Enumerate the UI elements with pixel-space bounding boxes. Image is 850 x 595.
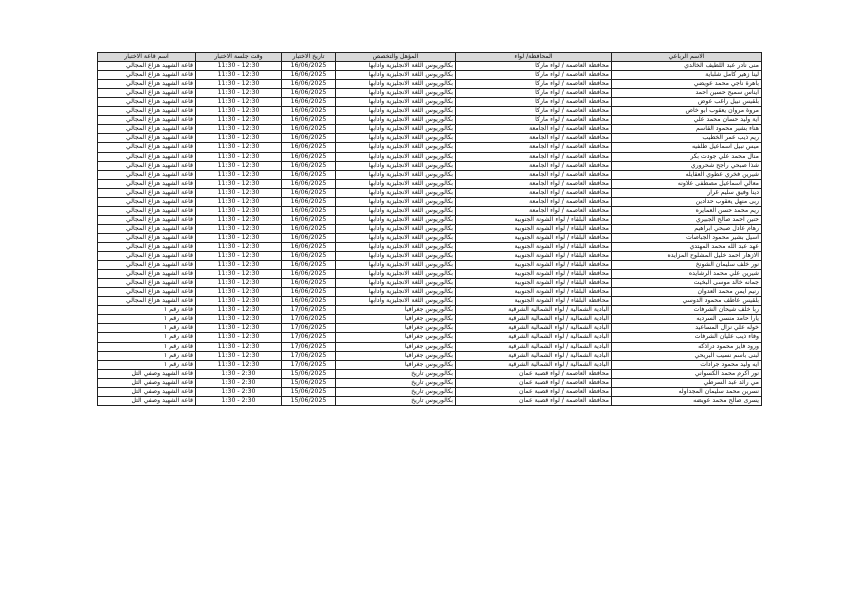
cell-qualification: بكالوريوس اللغة الانجليزية وآدابها xyxy=(336,107,456,116)
cell-exam-hall: قاعة الشهيد وصفي التل xyxy=(98,387,196,396)
cell-qualification: بكالوريوس اللغة الانجليزية وآدابها xyxy=(336,224,456,233)
cell-exam-hall: قاعة الشهيد هزاع المجالي xyxy=(98,288,196,297)
cell-exam-date: 17/06/2025 xyxy=(282,342,336,351)
cell-qualification: بكالوريوس اللغة الانجليزية وآدابها xyxy=(336,170,456,179)
cell-full-name: ربا خلف شيحان الشرفات xyxy=(612,306,762,315)
cell-exam-hall: قاعة الشهيد وصفي التل xyxy=(98,369,196,378)
cell-full-name: وفاء ذيب عليان الشرفات xyxy=(612,333,762,342)
table-row xyxy=(98,396,762,405)
table-row xyxy=(98,107,762,116)
cell-qualification: بكالوريوس تاريخ xyxy=(336,396,456,405)
cell-qualification: بكالوريوس اللغة الانجليزية وآدابها xyxy=(336,134,456,143)
cell-exam-time: 12:30 - 11:30 xyxy=(196,270,282,279)
cell-exam-time: 12:30 - 11:30 xyxy=(196,125,282,134)
cell-exam-hall: قاعة الشهيد وصفي التل xyxy=(98,396,196,405)
cell-exam-date: 16/06/2025 xyxy=(282,206,336,215)
cell-full-name: لينا زهير كامل شلباية xyxy=(612,71,762,80)
cell-exam-date: 17/06/2025 xyxy=(282,315,336,324)
cell-exam-time: 12:30 - 11:30 xyxy=(196,62,282,71)
cell-qualification: بكالوريوس جغرافيا xyxy=(336,360,456,369)
cell-qualification: بكالوريوس اللغة الانجليزية وآدابها xyxy=(336,188,456,197)
cell-governorate: محافظة العاصمة / لواء الجامعة xyxy=(456,197,612,206)
cell-full-name: دينا وفيق سليم غرار xyxy=(612,188,762,197)
cell-exam-date: 16/06/2025 xyxy=(282,125,336,134)
cell-exam-hall: قاعة الشهيد هزاع المجالي xyxy=(98,89,196,98)
table-row xyxy=(98,233,762,242)
cell-exam-hall: قاعة الشهيد وصفي التل xyxy=(98,378,196,387)
cell-full-name: رنيم ايمن محمد العدوان xyxy=(612,288,762,297)
cell-governorate: محافظة العاصمة / لواء قصبة عمان xyxy=(456,378,612,387)
cell-exam-hall: قاعة الشهيد هزاع المجالي xyxy=(98,179,196,188)
cell-governorate: محافظة العاصمة / لواء ماركا xyxy=(456,107,612,116)
cell-exam-date: 16/06/2025 xyxy=(282,152,336,161)
table-row xyxy=(98,116,762,125)
cell-exam-hall: قاعة الشهيد هزاع المجالي xyxy=(98,134,196,143)
cell-qualification: بكالوريوس اللغة الانجليزية وآدابها xyxy=(336,252,456,261)
cell-full-name: ايه وليد محمود جرادات xyxy=(612,360,762,369)
cell-exam-time: 12:30 - 11:30 xyxy=(196,170,282,179)
table-row xyxy=(98,125,762,134)
cell-governorate: البادية الشمالية / لواء الشمالية الشرقية xyxy=(456,342,612,351)
cell-qualification: بكالوريوس اللغة الانجليزية وآدابها xyxy=(336,242,456,251)
table-row xyxy=(98,252,762,261)
table-row xyxy=(98,224,762,233)
cell-full-name: بلقيس عاطف محمود الدوسي xyxy=(612,297,762,306)
cell-qualification: بكالوريوس اللغة الانجليزية وآدابها xyxy=(336,62,456,71)
cell-exam-date: 16/06/2025 xyxy=(282,89,336,98)
cell-qualification: بكالوريوس اللغة الانجليزية وآدابها xyxy=(336,89,456,98)
cell-governorate: البادية الشمالية / لواء الشمالية الشرقية xyxy=(456,306,612,315)
cell-exam-hall: قاعة رقم ١ xyxy=(98,351,196,360)
cell-qualification: بكالوريوس جغرافيا xyxy=(336,333,456,342)
cell-governorate: محافظة البلقاء / لواء الشونة الجنوبية xyxy=(456,270,612,279)
cell-exam-date: 16/06/2025 xyxy=(282,179,336,188)
table-row xyxy=(98,170,762,179)
cell-exam-time: 12:30 - 11:30 xyxy=(196,351,282,360)
header-exam-hall: اسم قاعة الاختبار xyxy=(98,53,196,62)
cell-exam-time: 12:30 - 11:30 xyxy=(196,233,282,242)
cell-exam-date: 16/06/2025 xyxy=(282,279,336,288)
cell-exam-date: 16/06/2025 xyxy=(282,252,336,261)
table-row xyxy=(98,161,762,170)
cell-governorate: البادية الشمالية / لواء الشمالية الشرقية xyxy=(456,333,612,342)
header-governorate: المحافظة/ لواء xyxy=(456,53,612,62)
cell-qualification: بكالوريوس اللغة الانجليزية وآدابها xyxy=(336,80,456,89)
cell-exam-date: 16/06/2025 xyxy=(282,215,336,224)
cell-exam-hall: قاعة رقم ١ xyxy=(98,324,196,333)
cell-exam-date: 15/06/2025 xyxy=(282,369,336,378)
cell-governorate: البادية الشمالية / لواء الشمالية الشرقية xyxy=(456,324,612,333)
cell-governorate: البادية الشمالية / لواء الشمالية الشرقية xyxy=(456,351,612,360)
cell-full-name: نسرين محمد سليمان المجداوله xyxy=(612,387,762,396)
cell-full-name: ربى منهل يعقوب حدادين xyxy=(612,197,762,206)
cell-full-name: منى نادر عبد اللطيف الخالدي xyxy=(612,62,762,71)
cell-qualification: بكالوريوس اللغة الانجليزية وآدابها xyxy=(336,233,456,242)
cell-exam-time: 12:30 - 11:30 xyxy=(196,297,282,306)
cell-governorate: البادية الشمالية / لواء الشمالية الشرقية xyxy=(456,315,612,324)
cell-exam-time: 12:30 - 11:30 xyxy=(196,288,282,297)
cell-exam-hall: قاعة الشهيد هزاع المجالي xyxy=(98,80,196,89)
cell-governorate: محافظة العاصمة / لواء ماركا xyxy=(456,80,612,89)
cell-governorate: محافظة العاصمة / لواء الجامعة xyxy=(456,170,612,179)
cell-governorate: محافظة العاصمة / لواء الجامعة xyxy=(456,152,612,161)
cell-exam-date: 16/06/2025 xyxy=(282,170,336,179)
cell-exam-date: 16/06/2025 xyxy=(282,242,336,251)
cell-qualification: بكالوريوس اللغة الانجليزية وآدابها xyxy=(336,261,456,270)
cell-qualification: بكالوريوس اللغة الانجليزية وآدابها xyxy=(336,98,456,107)
table-row xyxy=(98,143,762,152)
cell-qualification: بكالوريوس اللغة الانجليزية وآدابها xyxy=(336,125,456,134)
cell-full-name: خوله علي نزال المساعيد xyxy=(612,324,762,333)
cell-exam-hall: قاعة الشهيد هزاع المجالي xyxy=(98,261,196,270)
cell-governorate: محافظة البلقاء / لواء الشونة الجنوبية xyxy=(456,297,612,306)
cell-qualification: بكالوريوس جغرافيا xyxy=(336,306,456,315)
cell-governorate: محافظة البلقاء / لواء الشونة الجنوبية xyxy=(456,252,612,261)
cell-full-name: شيرين فخري عطوي العقايله xyxy=(612,170,762,179)
cell-exam-time: 12:30 - 11:30 xyxy=(196,206,282,215)
cell-exam-hall: قاعة الشهيد هزاع المجالي xyxy=(98,143,196,152)
cell-governorate: محافظة العاصمة / لواء الجامعة xyxy=(456,188,612,197)
cell-full-name: بلقيس نبيل راغب عوض xyxy=(612,98,762,107)
cell-qualification: بكالوريوس جغرافيا xyxy=(336,351,456,360)
cell-exam-date: 16/06/2025 xyxy=(282,188,336,197)
cell-governorate: محافظة البلقاء / لواء الشونة الجنوبية xyxy=(456,233,612,242)
cell-exam-time: 12:30 - 11:30 xyxy=(196,152,282,161)
cell-governorate: محافظة البلقاء / لواء الشونة الجنوبية xyxy=(456,288,612,297)
cell-full-name: نور خلف سليمان الشونخ xyxy=(612,261,762,270)
cell-qualification: بكالوريوس اللغة الانجليزية وآدابها xyxy=(336,206,456,215)
cell-exam-date: 16/06/2025 xyxy=(282,297,336,306)
cell-exam-hall: قاعة رقم ١ xyxy=(98,333,196,342)
cell-governorate: محافظة العاصمة / لواء ماركا xyxy=(456,71,612,80)
cell-qualification: بكالوريوس اللغة الانجليزية وآدابها xyxy=(336,116,456,125)
table-row xyxy=(98,71,762,80)
cell-exam-hall: قاعة الشهيد هزاع المجالي xyxy=(98,170,196,179)
cell-exam-date: 16/06/2025 xyxy=(282,80,336,89)
cell-exam-date: 16/06/2025 xyxy=(282,224,336,233)
header-row xyxy=(98,53,762,62)
cell-exam-hall: قاعة الشهيد هزاع المجالي xyxy=(98,161,196,170)
cell-governorate: محافظة البلقاء / لواء الشونة الجنوبية xyxy=(456,224,612,233)
cell-exam-time: 12:30 - 11:30 xyxy=(196,324,282,333)
cell-qualification: بكالوريوس اللغة الانجليزية وآدابها xyxy=(336,152,456,161)
cell-qualification: بكالوريوس اللغة الانجليزية وآدابها xyxy=(336,215,456,224)
cell-full-name: باهرة ناجي محمد عويضي xyxy=(612,80,762,89)
exam-schedule-table xyxy=(97,52,762,406)
cell-full-name: ورود فايز محمود دراذكه xyxy=(612,342,762,351)
cell-qualification: بكالوريوس تاريخ xyxy=(336,369,456,378)
cell-exam-date: 17/06/2025 xyxy=(282,324,336,333)
table-row xyxy=(98,206,762,215)
table-row xyxy=(98,387,762,396)
cell-qualification: بكالوريوس تاريخ xyxy=(336,378,456,387)
cell-exam-hall: قاعة الشهيد هزاع المجالي xyxy=(98,188,196,197)
cell-exam-hall: قاعة الشهيد هزاع المجالي xyxy=(98,152,196,161)
cell-governorate: محافظة العاصمة / لواء الجامعة xyxy=(456,179,612,188)
cell-exam-hall: قاعة رقم ١ xyxy=(98,342,196,351)
cell-full-name: عهد عبد الله محمد المهتدي xyxy=(612,242,762,251)
cell-exam-hall: قاعة الشهيد هزاع المجالي xyxy=(98,107,196,116)
table-row xyxy=(98,315,762,324)
cell-full-name: شذا صبحي راجح شحروري xyxy=(612,161,762,170)
cell-qualification: بكالوريوس اللغة الانجليزية وآدابها xyxy=(336,279,456,288)
cell-exam-date: 17/06/2025 xyxy=(282,360,336,369)
cell-full-name: ريم محمد حسن العمايره xyxy=(612,206,762,215)
cell-exam-time: 12:30 - 11:30 xyxy=(196,188,282,197)
cell-exam-time: 12:30 - 11:30 xyxy=(196,315,282,324)
cell-exam-hall: قاعة الشهيد هزاع المجالي xyxy=(98,98,196,107)
cell-exam-hall: قاعة الشهيد هزاع المجالي xyxy=(98,125,196,134)
table-row xyxy=(98,369,762,378)
table-row xyxy=(98,98,762,107)
cell-full-name: منال محمد علي جودت بكر xyxy=(612,152,762,161)
table-row xyxy=(98,360,762,369)
cell-exam-time: 2:30 - 1:30 xyxy=(196,378,282,387)
cell-exam-time: 12:30 - 11:30 xyxy=(196,80,282,89)
cell-governorate: محافظة العاصمة / لواء قصبة عمان xyxy=(456,396,612,405)
cell-full-name: الازهار احمد خليل المشلوح المزايده xyxy=(612,252,762,261)
cell-exam-hall: قاعة رقم ١ xyxy=(98,360,196,369)
table-row xyxy=(98,188,762,197)
cell-exam-date: 15/06/2025 xyxy=(282,396,336,405)
cell-governorate: محافظة العاصمة / لواء ماركا xyxy=(456,62,612,71)
header-exam-date: تاريخ الاختبار xyxy=(282,53,336,62)
cell-governorate: البادية الشمالية / لواء الشمالية الشرقية xyxy=(456,360,612,369)
table-row xyxy=(98,333,762,342)
cell-exam-date: 16/06/2025 xyxy=(282,261,336,270)
cell-exam-hall: قاعة رقم ١ xyxy=(98,306,196,315)
cell-qualification: بكالوريوس اللغة الانجليزية وآدابها xyxy=(336,288,456,297)
cell-exam-time: 12:30 - 11:30 xyxy=(196,98,282,107)
table-row xyxy=(98,89,762,98)
cell-exam-time: 12:30 - 11:30 xyxy=(196,279,282,288)
cell-exam-hall: قاعة رقم ١ xyxy=(98,315,196,324)
table-row xyxy=(98,270,762,279)
cell-full-name: رهام عادل صبحي ابراهيم xyxy=(612,224,762,233)
cell-governorate: محافظة العاصمة / لواء الجامعة xyxy=(456,134,612,143)
cell-exam-date: 17/06/2025 xyxy=(282,306,336,315)
cell-exam-time: 2:30 - 1:30 xyxy=(196,387,282,396)
cell-full-name: شيرين علي محمد الرشايده xyxy=(612,270,762,279)
cell-exam-time: 12:30 - 11:30 xyxy=(196,342,282,351)
table-row xyxy=(98,288,762,297)
cell-exam-hall: قاعة الشهيد هزاع المجالي xyxy=(98,279,196,288)
cell-qualification: بكالوريوس جغرافيا xyxy=(336,315,456,324)
cell-governorate: محافظة العاصمة / لواء ماركا xyxy=(456,98,612,107)
cell-qualification: بكالوريوس تاريخ xyxy=(336,387,456,396)
table-row xyxy=(98,179,762,188)
cell-full-name: معالي اسماعيل مصطفى علاونه xyxy=(612,179,762,188)
cell-exam-time: 2:30 - 1:30 xyxy=(196,369,282,378)
cell-exam-hall: قاعة الشهيد هزاع المجالي xyxy=(98,62,196,71)
cell-exam-time: 12:30 - 11:30 xyxy=(196,197,282,206)
cell-exam-date: 16/06/2025 xyxy=(282,62,336,71)
cell-exam-time: 12:30 - 11:30 xyxy=(196,306,282,315)
table-row xyxy=(98,342,762,351)
table-row xyxy=(98,351,762,360)
cell-governorate: محافظة العاصمة / لواء الجامعة xyxy=(456,143,612,152)
cell-qualification: بكالوريوس اللغة الانجليزية وآدابها xyxy=(336,143,456,152)
table-row xyxy=(98,152,762,161)
cell-governorate: محافظة البلقاء / لواء الشونة الجنوبية xyxy=(456,279,612,288)
cell-exam-time: 12:30 - 11:30 xyxy=(196,215,282,224)
cell-exam-date: 15/06/2025 xyxy=(282,378,336,387)
cell-exam-time: 12:30 - 11:30 xyxy=(196,161,282,170)
cell-exam-time: 12:30 - 11:30 xyxy=(196,107,282,116)
cell-governorate: محافظة العاصمة / لواء قصبة عمان xyxy=(456,369,612,378)
cell-exam-date: 16/06/2025 xyxy=(282,107,336,116)
table-row xyxy=(98,197,762,206)
table-row xyxy=(98,306,762,315)
cell-exam-hall: قاعة الشهيد هزاع المجالي xyxy=(98,71,196,80)
cell-exam-date: 16/06/2025 xyxy=(282,288,336,297)
cell-qualification: بكالوريوس اللغة الانجليزية وآدابها xyxy=(336,71,456,80)
cell-exam-hall: قاعة الشهيد هزاع المجالي xyxy=(98,252,196,261)
cell-full-name: ميس نبيل اسماعيل طلفيه xyxy=(612,143,762,152)
cell-exam-hall: قاعة الشهيد هزاع المجالي xyxy=(98,224,196,233)
cell-exam-time: 12:30 - 11:30 xyxy=(196,333,282,342)
cell-exam-time: 12:30 - 11:30 xyxy=(196,360,282,369)
cell-full-name: هناء بشير محمود القاسم xyxy=(612,125,762,134)
cell-full-name: لبنى باسم نسيب البريحي xyxy=(612,351,762,360)
cell-exam-hall: قاعة الشهيد هزاع المجالي xyxy=(98,297,196,306)
cell-exam-time: 12:30 - 11:30 xyxy=(196,71,282,80)
cell-exam-time: 12:30 - 11:30 xyxy=(196,179,282,188)
cell-full-name: مي رائد عبد السرطي xyxy=(612,378,762,387)
cell-governorate: محافظة العاصمة / لواء ماركا xyxy=(456,89,612,98)
cell-exam-time: 12:30 - 11:30 xyxy=(196,252,282,261)
schedule-sheet xyxy=(97,52,761,406)
cell-governorate: محافظة العاصمة / لواء الجامعة xyxy=(456,206,612,215)
cell-exam-hall: قاعة الشهيد هزاع المجالي xyxy=(98,206,196,215)
cell-exam-date: 17/06/2025 xyxy=(282,333,336,342)
cell-qualification: بكالوريوس اللغة الانجليزية وآدابها xyxy=(336,270,456,279)
table-row xyxy=(98,297,762,306)
cell-qualification: بكالوريوس اللغة الانجليزية وآدابها xyxy=(336,297,456,306)
cell-exam-time: 2:30 - 1:30 xyxy=(196,396,282,405)
cell-governorate: محافظة البلقاء / لواء الشونة الجنوبية xyxy=(456,261,612,270)
cell-exam-date: 16/06/2025 xyxy=(282,71,336,80)
cell-exam-date: 16/06/2025 xyxy=(282,98,336,107)
table-row xyxy=(98,242,762,251)
table-body xyxy=(98,62,762,406)
cell-exam-hall: قاعة الشهيد هزاع المجالي xyxy=(98,215,196,224)
cell-exam-time: 12:30 - 11:30 xyxy=(196,242,282,251)
cell-exam-time: 12:30 - 11:30 xyxy=(196,261,282,270)
table-row xyxy=(98,324,762,333)
table-row xyxy=(98,62,762,71)
cell-exam-date: 17/06/2025 xyxy=(282,351,336,360)
table-row xyxy=(98,215,762,224)
cell-exam-time: 12:30 - 11:30 xyxy=(196,89,282,98)
cell-exam-date: 16/06/2025 xyxy=(282,197,336,206)
cell-exam-hall: قاعة الشهيد هزاع المجالي xyxy=(98,233,196,242)
cell-full-name: حنين احمد صالح الجبيري xyxy=(612,215,762,224)
cell-full-name: آية وليد حسان محمد علي xyxy=(612,116,762,125)
cell-full-name: يارا حامد منسي السرديه xyxy=(612,315,762,324)
cell-exam-date: 15/06/2025 xyxy=(282,387,336,396)
cell-full-name: نور اكرم محمد الكسواني xyxy=(612,369,762,378)
cell-full-name: يسرى صالح محمد عويضه xyxy=(612,396,762,405)
cell-qualification: بكالوريوس اللغة الانجليزية وآدابها xyxy=(336,179,456,188)
cell-governorate: محافظة العاصمة / لواء ماركا xyxy=(456,116,612,125)
cell-governorate: محافظة العاصمة / لواء الجامعة xyxy=(456,161,612,170)
table-row xyxy=(98,378,762,387)
cell-governorate: محافظة العاصمة / لواء قصبة عمان xyxy=(456,387,612,396)
cell-exam-time: 12:30 - 11:30 xyxy=(196,143,282,152)
cell-full-name: اسيل بشير محمود الجباصات xyxy=(612,233,762,242)
cell-exam-time: 12:30 - 11:30 xyxy=(196,116,282,125)
table-row xyxy=(98,134,762,143)
cell-full-name: ريم ذيب عمر الخطيب xyxy=(612,134,762,143)
cell-exam-hall: قاعة الشهيد هزاع المجالي xyxy=(98,270,196,279)
cell-qualification: بكالوريوس جغرافيا xyxy=(336,342,456,351)
cell-full-name: مروة مروان يعقوب ابو خاص xyxy=(612,107,762,116)
cell-qualification: بكالوريوس اللغة الانجليزية وآدابها xyxy=(336,197,456,206)
cell-exam-hall: قاعة الشهيد هزاع المجالي xyxy=(98,242,196,251)
header-exam-time: وقت جلسة الاختبار xyxy=(196,53,282,62)
cell-full-name: ايناس سميح حسين احمد xyxy=(612,89,762,98)
cell-exam-date: 16/06/2025 xyxy=(282,143,336,152)
cell-governorate: محافظة البلقاء / لواء الشونة الجنوبية xyxy=(456,215,612,224)
cell-exam-hall: قاعة الشهيد هزاع المجالي xyxy=(98,116,196,125)
cell-exam-time: 12:30 - 11:30 xyxy=(196,134,282,143)
cell-exam-date: 16/06/2025 xyxy=(282,116,336,125)
header-full-name: الاسم الرباعي xyxy=(612,53,762,62)
table-row xyxy=(98,80,762,89)
cell-qualification: بكالوريوس جغرافيا xyxy=(336,324,456,333)
table-row xyxy=(98,279,762,288)
cell-exam-time: 12:30 - 11:30 xyxy=(196,224,282,233)
cell-exam-date: 16/06/2025 xyxy=(282,134,336,143)
header-qualification: المؤهل والتخصص xyxy=(336,53,456,62)
cell-governorate: محافظة العاصمة / لواء الجامعة xyxy=(456,125,612,134)
cell-governorate: محافظة البلقاء / لواء الشونة الجنوبية xyxy=(456,242,612,251)
cell-exam-date: 16/06/2025 xyxy=(282,270,336,279)
cell-full-name: جمانه خالد موسى البخيت xyxy=(612,279,762,288)
cell-exam-hall: قاعة الشهيد هزاع المجالي xyxy=(98,197,196,206)
table-row xyxy=(98,261,762,270)
cell-exam-date: 16/06/2025 xyxy=(282,161,336,170)
cell-exam-date: 16/06/2025 xyxy=(282,233,336,242)
cell-qualification: بكالوريوس اللغة الانجليزية وآدابها xyxy=(336,161,456,170)
